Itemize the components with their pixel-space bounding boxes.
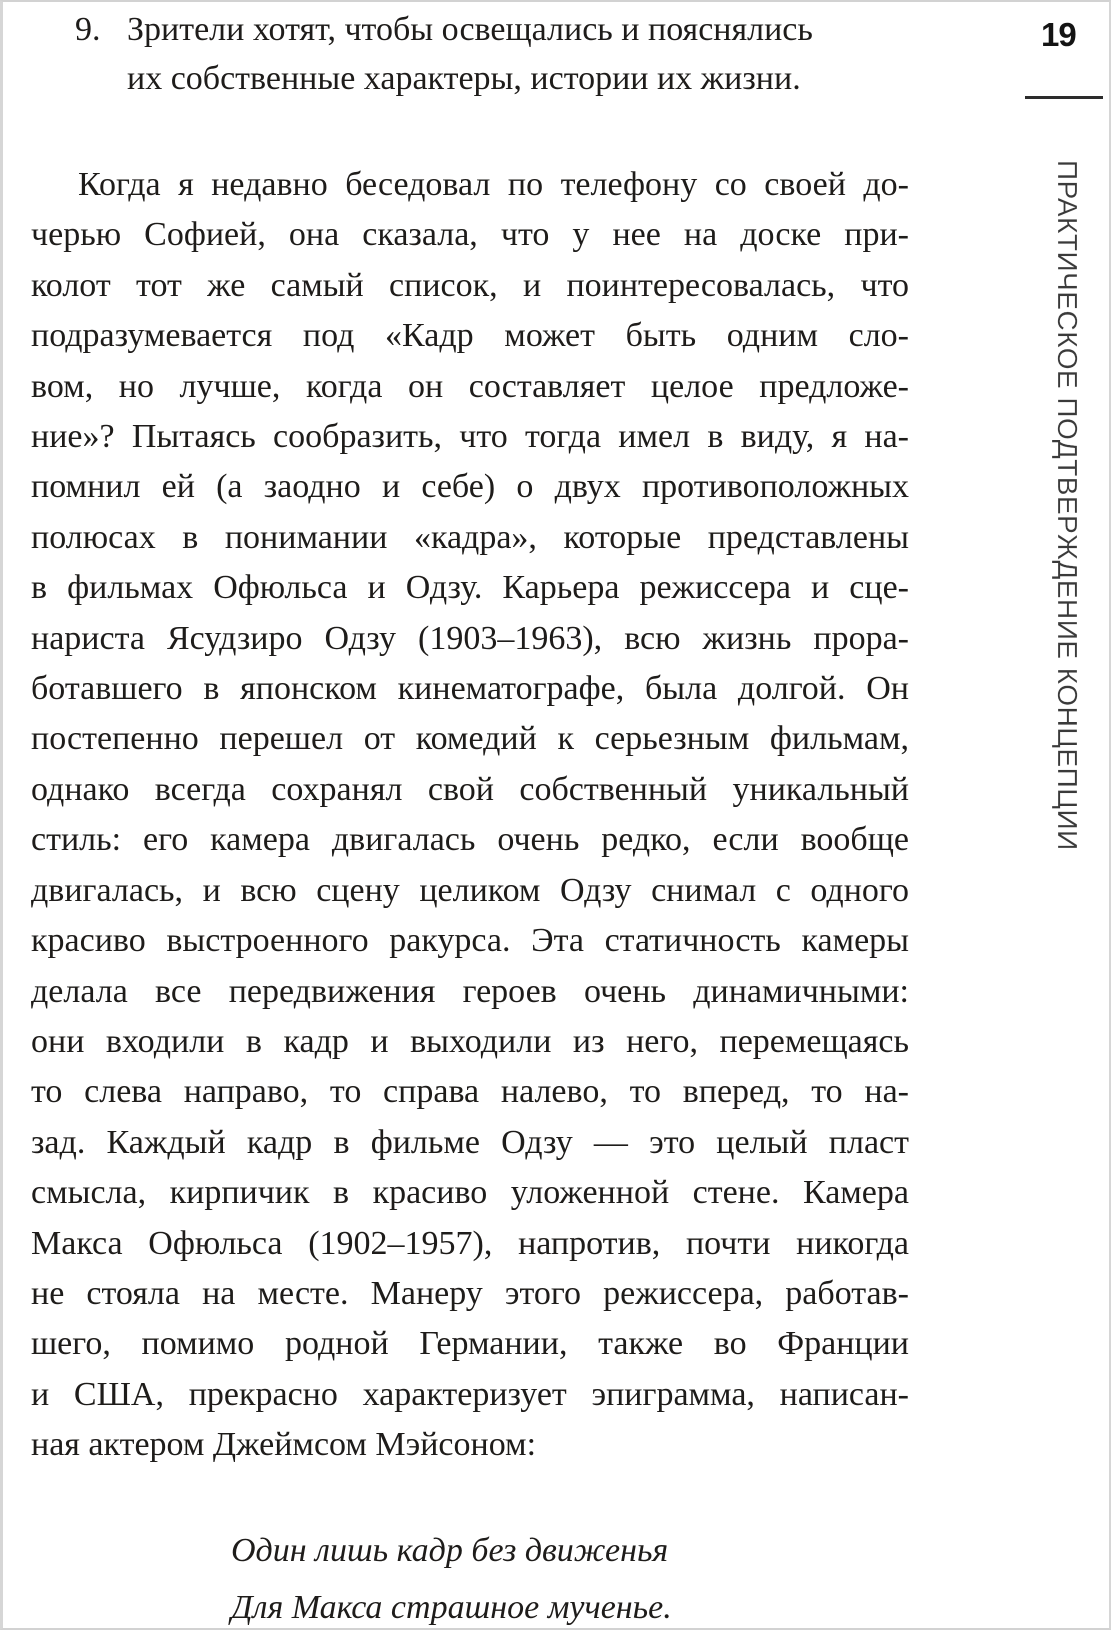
page-number-rule bbox=[1025, 96, 1103, 99]
body-line: в фильмах Офюльса и Одзу. Карьера режиссера и сце- bbox=[31, 569, 909, 607]
sidebar-running-title: ПРАКТИЧЕСКОЕ ПОДТВЕРЖДЕНИЕ КОНЦЕПЦИИ bbox=[1052, 160, 1083, 851]
verse-line: Для Макса страшное мученье. bbox=[231, 1589, 672, 1626]
body-line: однако всегда сохранял свой собственный уникальный bbox=[31, 770, 909, 808]
body-line: подразумевается под «Кадр может быть одним сло- bbox=[31, 317, 909, 355]
body-line: нариста Ясудзиро Одзу (1903–1963), всю жизнь прора- bbox=[31, 619, 909, 657]
list-item-line: Зрители хотят, чтобы освещались и пояснялись bbox=[127, 11, 813, 48]
body-line: колот тот же самый список, и поинтересовалась, что bbox=[31, 266, 909, 304]
body-line: постепенно перешел от комедий к серьезным фильмам, bbox=[31, 720, 909, 758]
body-line: зад. Каждый кадр в фильме Одзу — это целый пласт bbox=[31, 1123, 909, 1161]
body-line: стиль: его камера двигалась очень редко, если вообще bbox=[31, 821, 909, 859]
body-line: Макса Офюльса (1902–1957), напротив, почти никогда bbox=[31, 1224, 909, 1262]
body-line: они входили в кадр и выходили из него, перемещаясь bbox=[31, 1022, 909, 1060]
body-line: помнил ей (а заодно и себе) о двух противоположных bbox=[31, 468, 909, 506]
list-item-text bbox=[127, 5, 911, 103]
body-line: и США, прекрасно характеризует эпиграмма, написан- bbox=[31, 1375, 909, 1413]
body-line: двигалась, и всю сцену целиком Одзу снимал с одного bbox=[31, 871, 909, 909]
body-line: черью Софией, она сказала, что у нее на доске при- bbox=[31, 216, 909, 254]
numbered-list-item bbox=[75, 5, 911, 103]
verse-line: Один лишь кадр без движенья bbox=[231, 1532, 669, 1569]
list-item-line: их собственные характеры, истории их жизни. bbox=[127, 60, 801, 97]
body-paragraph bbox=[31, 160, 909, 1471]
body-line: ние»? Пытаясь сообразить, что тогда имел в виду, я на- bbox=[31, 418, 909, 456]
list-item-number: 9. bbox=[75, 11, 101, 48]
body-line: то слева направо, то справа налево, то вперед, то на- bbox=[31, 1073, 909, 1111]
body-line: полюсах в понимании «кадра», которые представлены bbox=[31, 518, 909, 556]
page-number: 19 bbox=[1041, 16, 1076, 53]
body-line: смысла, кирпичик в красиво уложенной стене. Камера bbox=[31, 1174, 909, 1212]
epigram-verse bbox=[231, 1522, 672, 1630]
body-line: не стояла на месте. Манеру этого режиссера, работав- bbox=[31, 1274, 909, 1312]
body-line: шего, помимо родной Германии, также во Франции bbox=[31, 1325, 909, 1363]
body-line: ботавшего в японском кинематографе, была долгой. Он bbox=[31, 670, 909, 708]
body-line: делала все передвижения героев очень динамичными: bbox=[31, 972, 909, 1010]
body-line: вом, но лучше, когда он составляет целое предложе- bbox=[31, 367, 909, 405]
body-line: ная актером Джеймсом Мэйсоном: bbox=[31, 1426, 537, 1464]
body-line: красиво выстроенного ракурса. Эта статичность камеры bbox=[31, 922, 909, 960]
body-line: Когда я недавно беседовал по телефону со своей до- bbox=[78, 166, 909, 203]
